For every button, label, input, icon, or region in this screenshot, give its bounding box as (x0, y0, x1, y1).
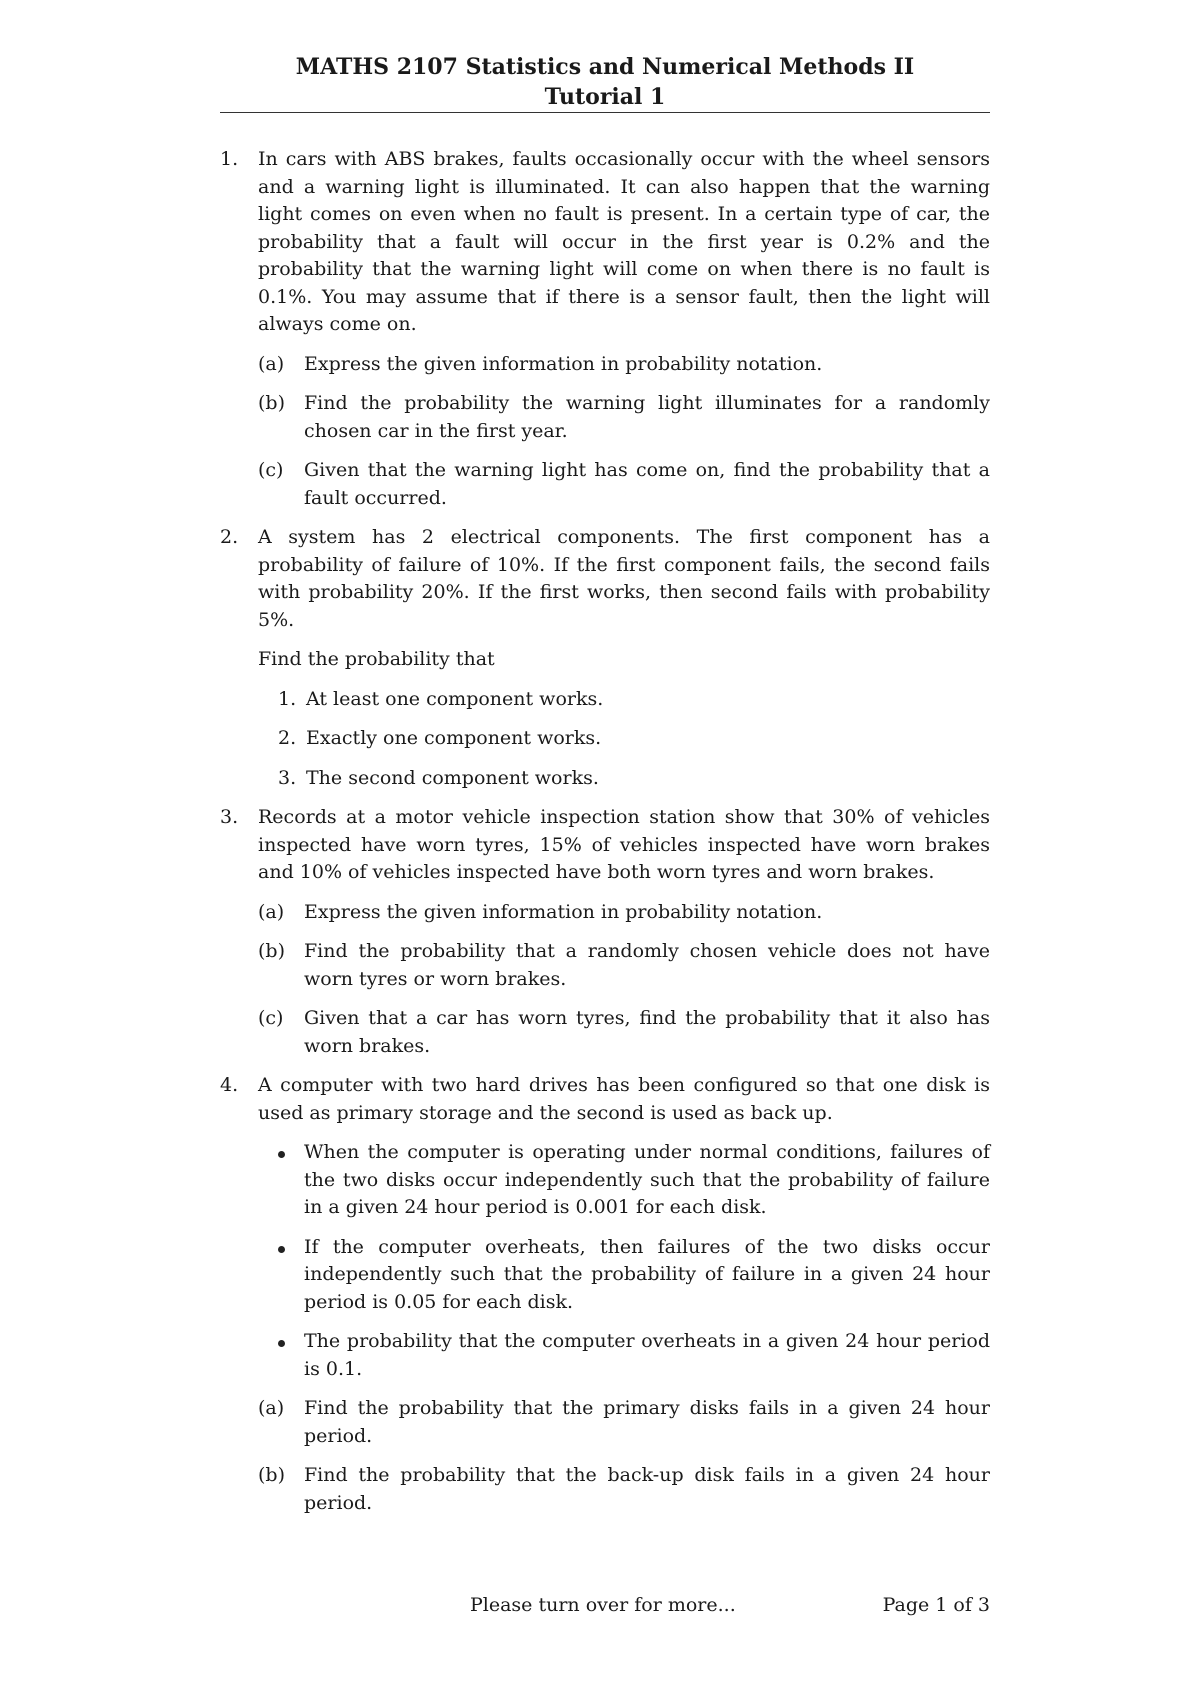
part-text: Find the probability that the primary disks fails in a given 24 hour period. (304, 1397, 990, 1447)
item-label: 1. (278, 687, 297, 710)
part-label: (b) (258, 940, 285, 962)
part-text: Given that the warning light has come on, find the probability that a fault occurred. (304, 459, 990, 509)
question-item (278, 725, 990, 753)
page-number: Page 1 of 3 (882, 1594, 990, 1616)
bullet-item (278, 1234, 990, 1317)
question-part (258, 1462, 990, 1517)
question-number: 2. (220, 526, 239, 548)
item-label: 2. (278, 727, 297, 749)
question-list (220, 146, 990, 1529)
part-label: (a) (258, 1397, 285, 1419)
bullet-icon (278, 1139, 304, 1222)
part-label: (c) (258, 1007, 284, 1029)
footer-note: Please turn over for more... (470, 1594, 736, 1616)
question-part (258, 899, 990, 927)
part-text: Express the given information in probability notation. (304, 352, 823, 375)
bullet-item (278, 1328, 990, 1383)
header-rule (220, 112, 990, 113)
question-text: A computer with two hard drives has been configured so that one disk is used as primary storage and the second is used as back up. (258, 1074, 990, 1124)
question-4 (220, 1072, 990, 1517)
question-part (258, 390, 990, 445)
tutorial-title: Tutorial 1 (544, 84, 666, 110)
item-label: 3. (278, 766, 297, 789)
part-label: (a) (258, 352, 285, 375)
item-text: The second component works. (306, 766, 599, 789)
question-lead: Find the probability that (258, 648, 495, 670)
question-text: Records at a motor vehicle inspection station show that 30% of vehicles inspected have worn tyres, 15% of vehicles inspected have worn brakes and 10% of vehicles inspected have both worn tyres and worn brakes. (258, 806, 990, 883)
question-part (258, 1005, 990, 1060)
question-part (258, 938, 990, 993)
question-item (278, 686, 990, 714)
part-text: Given that a car has worn tyres, find the probability that it also has worn brakes. (304, 1007, 990, 1057)
part-text: Find the probability that the back-up disk fails in a given 24 hour period. (304, 1464, 990, 1514)
bullet-text: If the computer overheats, then failures of the two disks occur independently such that the probability of failure in a given 24 hour period is 0.05 for each disk. (304, 1235, 990, 1313)
question-1 (220, 146, 990, 512)
question-part (258, 457, 990, 512)
part-label: (c) (258, 459, 284, 481)
question-2 (220, 524, 990, 792)
question-3 (220, 804, 990, 1060)
part-label: (a) (258, 900, 285, 923)
item-text: Exactly one component works. (306, 727, 602, 749)
question-number: 3. (220, 806, 239, 828)
bullet-text: The probability that the computer overheats in a given 24 hour period is 0.1. (304, 1330, 990, 1380)
item-text: At least one component works. (306, 687, 604, 710)
part-label: (b) (258, 392, 285, 414)
part-text: Express the given information in probability notation. (304, 900, 823, 923)
question-number: 1. (220, 148, 239, 170)
part-text: Find the probability the warning light illuminates for a randomly chosen car in the first year. (304, 392, 990, 442)
bullet-icon (278, 1234, 304, 1317)
question-part (258, 1395, 990, 1450)
question-item (278, 765, 990, 793)
question-text: In cars with ABS brakes, faults occasionally occur with the wheel sensors and a warning light is illuminated. It can also happen that the warning light comes on even when no fault is present. In a certain type of car, the probability that a fault will occur in the first year is 0.2% and the probability that the warning light will come on when there is no fault is 0.1%. You may assume that if there is a sensor fault, then the light will always come on. (258, 148, 990, 335)
bullet-icon (278, 1328, 304, 1383)
question-number: 4. (220, 1074, 239, 1096)
page-header (220, 52, 990, 112)
part-label: (b) (258, 1464, 285, 1486)
question-text: A system has 2 electrical components. The first component has a probability of failure of 10%. If the first component fails, the second fails with probability 20%. If the first works, then second fails with probability 5%. (258, 526, 990, 631)
bullet-text: When the computer is operating under normal conditions, failures of the two disks occur independently such that the probability of failure in a given 24 hour period is 0.001 for each disk. (304, 1141, 990, 1218)
part-text: Find the probability that a randomly chosen vehicle does not have worn tyres or worn brakes. (304, 940, 990, 990)
question-part (258, 351, 990, 379)
bullet-item (278, 1139, 990, 1222)
course-title: MATHS 2107 Statistics and Numerical Methods II (295, 54, 915, 80)
